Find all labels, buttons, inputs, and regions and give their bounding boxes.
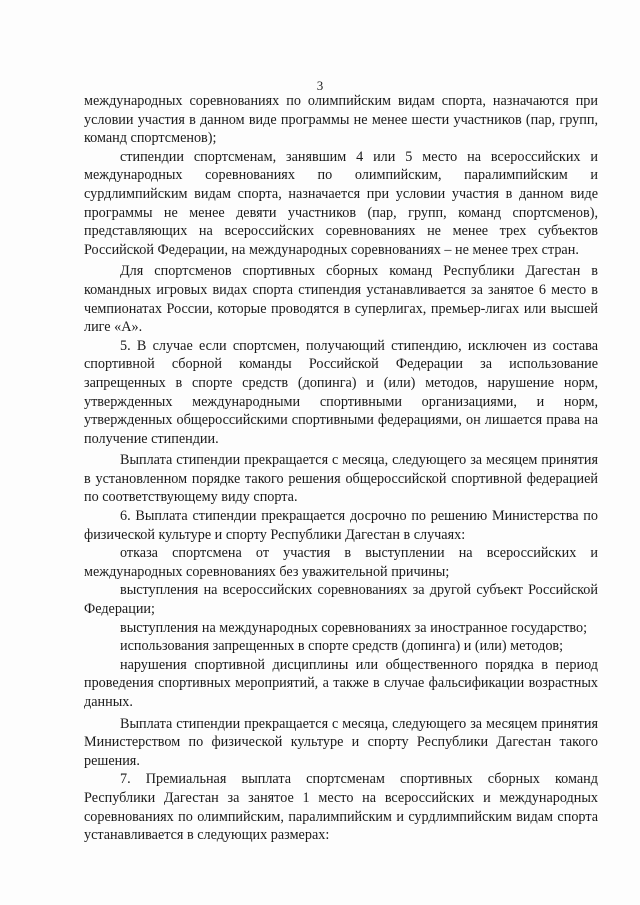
paragraph: выступления на международных соревнованиях за иностранное государство; (120, 619, 588, 636)
paragraph: Выплата стипендии прекращается с месяца, следующего за месяцем принятия в установленном порядке такого решения общероссийской спортивной федерацией по соответствующему виду спорта. (84, 452, 598, 506)
paragraph: нарушения спортивной дисциплины или общественного порядка в период проведения спортивных мероприятий, а также в случае фальсификации возрастных данных. (84, 656, 598, 710)
paragraph: 5. В случае если спортсмен, получающий стипендию, исключен из состава спортивной сборной команды Российской Федерации за использование запрещенных в спорте средств (допинга) и (или) методов, нарушение норм, утвержденных международными спортивными организациями, и норм, утвержденных общероссийскими спортивными федерациями, он лишается права на получение стипендии. (84, 337, 598, 447)
paragraph: выступления на всероссийских соревнованиях за другой субъект Российской Федерации; (84, 582, 598, 618)
paragraph: Выплата стипендии прекращается с месяца, следующего за месяцем принятия Министерством по физической культуре и спорту Республики Дагестан такого решения. (84, 715, 598, 769)
document-body (84, 92, 598, 845)
paragraph: стипендии спортсменам, занявшим 4 или 5 место на всероссийских и международных соревнованиях по олимпийским, паралимпийским и сурдлимпийским видам спорта, назначается при условии участия в данном виде программы не менее девяти участников (пар, групп, команд спортсменов), представляющих на всероссийских соревнованиях не менее трех субъектов Российской Федерации, на международных соревнованиях – не менее трех стран. (84, 148, 598, 258)
paragraph: использования запрещенных в спорте средств (допинга) и (или) методов; (120, 638, 564, 655)
paragraph: отказа спортсмена от участия в выступлении на всероссийских и международных соревнованиях без уважительной причины; (84, 545, 598, 580)
page-number: 3 (316, 78, 324, 93)
paragraph: 7. Премиальная выплата спортсменам спортивных сборных команд Республики Дагестан за занятое 1 место на всероссийских и международных соревнованиях по олимпийским, паралимпийским и сурдлимпийским видам спорта устанавливается в следующих размерах: (84, 771, 598, 844)
paragraph: 6. Выплата стипендии прекращается досрочно по решению Министерства по физической культуре и спорту Республики Дагестан в случаях: (84, 508, 598, 543)
paragraph: Для спортсменов спортивных сборных команд Республики Дагестан в командных игровых видах спорта стипендия устанавливается за занятое 6 место в чемпионатах России, которые проводятся в суперлигах, премьер-лигах или высшей лиге «А». (84, 263, 598, 336)
paragraph: международных соревнованиях по олимпийским видам спорта, назначаются при условии участия в данном виде программы не менее шести участников (пар, групп, команд спортсменов); (84, 93, 598, 147)
